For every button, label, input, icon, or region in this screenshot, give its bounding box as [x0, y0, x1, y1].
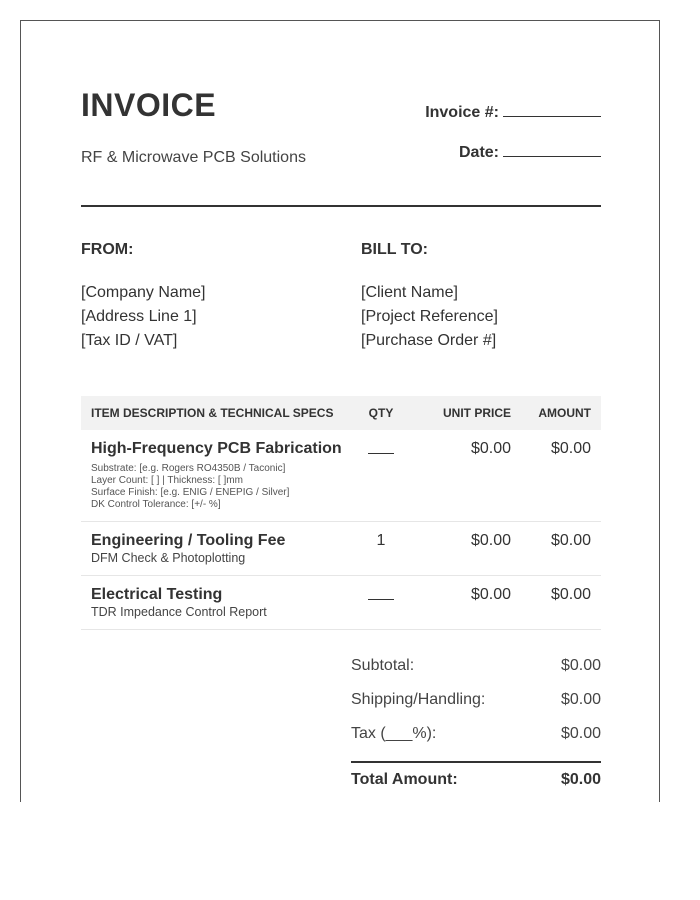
item-unit-price: $0.00 — [470, 440, 511, 457]
shipping-label: Shipping/Handling: — [351, 691, 486, 708]
item-name: Engineering / Tooling Fee — [91, 532, 286, 549]
qty-blank[interactable] — [368, 586, 394, 600]
shipping-row — [351, 691, 601, 725]
header-unit-price: UNIT PRICE — [442, 406, 511, 420]
item-subtext: DFM Check & Photoplotting — [91, 551, 246, 565]
bill-to-heading: BILL TO: — [361, 241, 428, 258]
header-description: ITEM DESCRIPTION & TECHNICAL SPECS — [91, 406, 334, 420]
subtotal-value: $0.00 — [560, 657, 601, 674]
item-unit-price: $0.00 — [470, 586, 511, 603]
item-qty: 1 — [376, 532, 386, 549]
item-unit-price: $0.00 — [470, 532, 511, 549]
item-description — [81, 532, 361, 575]
date-label: Date: — [458, 144, 499, 161]
header-amount: AMOUNT — [538, 406, 591, 420]
table-row — [81, 430, 601, 522]
item-amount: $0.00 — [550, 440, 591, 457]
item-subtext: TDR Impedance Control Report — [91, 605, 267, 619]
table-row — [81, 522, 601, 576]
from-line: [Tax ID / VAT] — [81, 332, 178, 349]
total-value: $0.00 — [560, 771, 601, 788]
item-name: High-Frequency PCB Fabrication — [91, 440, 342, 457]
total-row — [351, 761, 601, 805]
spec-line: Substrate: [e.g. Rogers RO4350B / Taconic] — [91, 463, 286, 474]
bill-to-line: [Purchase Order #] — [361, 332, 497, 349]
invoice-number-blank[interactable] — [503, 101, 601, 117]
from-section — [81, 241, 341, 353]
item-description — [81, 586, 361, 629]
item-qty-blank-cell[interactable] — [361, 586, 401, 629]
invoice-number-label: Invoice #: — [425, 104, 499, 121]
from-heading: FROM: — [81, 241, 134, 258]
spec-line: Layer Count: [ ] | Thickness: [ ]mm — [91, 475, 243, 486]
item-qty-blank-cell[interactable] — [361, 440, 401, 521]
item-description — [81, 440, 361, 521]
bill-to-line: [Client Name] — [361, 284, 458, 301]
bill-to-line: [Project Reference] — [361, 308, 498, 325]
qty-blank[interactable] — [368, 440, 394, 454]
subtotal-label: Subtotal: — [351, 657, 415, 674]
spec-line: DK Control Tolerance: [+/- %] — [91, 499, 221, 510]
tax-row — [351, 725, 601, 759]
header-divider — [81, 205, 601, 207]
shipping-value: $0.00 — [560, 691, 601, 708]
subtotal-row — [351, 657, 601, 691]
item-name: Electrical Testing — [91, 586, 223, 603]
total-label: Total Amount: — [351, 771, 458, 788]
bill-to-section — [361, 241, 621, 353]
table-row — [81, 576, 601, 630]
totals-section — [351, 657, 601, 805]
header-qty: QTY — [368, 406, 394, 420]
spec-line: Surface Finish: [e.g. ENIG / ENEPIG / Silver] — [91, 487, 290, 498]
date-blank[interactable] — [503, 141, 601, 157]
invoice-sheet — [20, 20, 660, 802]
item-amount: $0.00 — [550, 532, 591, 549]
invoice-number-field[interactable] — [425, 101, 601, 122]
table-header — [81, 396, 601, 430]
item-specs — [91, 463, 361, 511]
from-line: [Company Name] — [81, 284, 206, 301]
invoice-date-field[interactable] — [459, 141, 601, 162]
item-amount: $0.00 — [550, 586, 591, 603]
invoice-title: INVOICE — [81, 87, 217, 123]
from-line: [Address Line 1] — [81, 308, 197, 325]
line-items-table — [81, 396, 601, 630]
company-tagline: RF & Microwave PCB Solutions — [81, 149, 306, 166]
tax-label: Tax (___%): — [351, 725, 437, 742]
tax-value: $0.00 — [560, 725, 601, 742]
